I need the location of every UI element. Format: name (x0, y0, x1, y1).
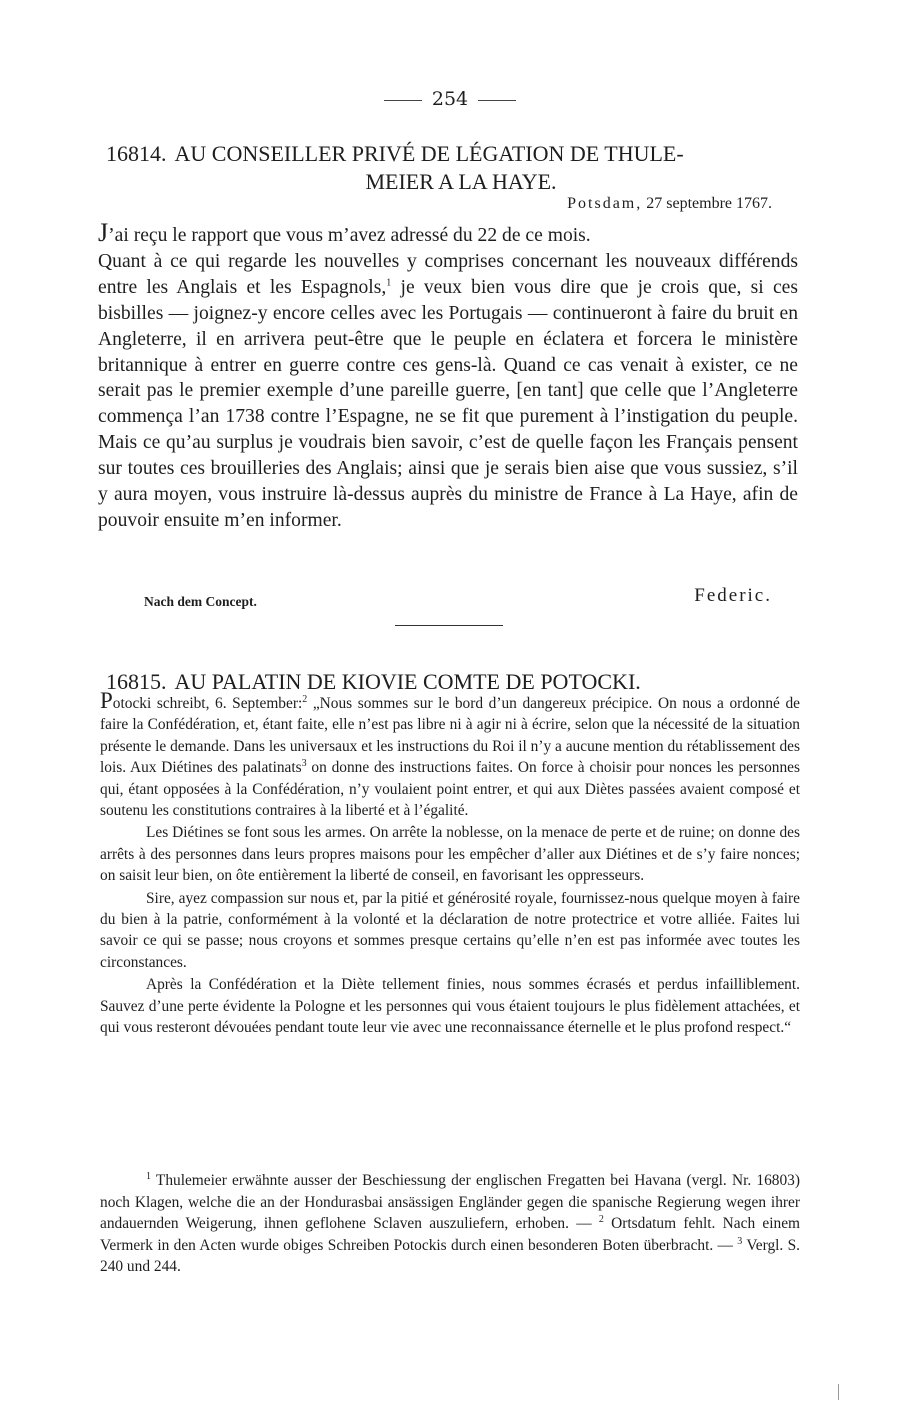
footnote-number: 1 (146, 1170, 151, 1182)
section-separator (395, 625, 503, 626)
footnote-marker: 1 (386, 277, 392, 289)
letter-text-b: je veux bien vous dire que je crois que, si ces bisbilles — joignez-y encore celles avec les Portugais — continueront à faire du bruit en Angleterre, il en arrivera peut-être que le peuple en éclatera et forcera le ministère britannique à entrer en guerre contre ces gens-là. Quand ce cas venait à exister, ce ne serait pas le premier exemple d’une pareille guerre, [en tant] que celle que l’Angleterre commença l’an 1738 contre l’Espagne, ne se fit que purement à l’instigation du peuple. Mais ce qu’au surplus je voudrais bien savoir, c’est de quelle façon les Français pensent sur toutes ces brouilleries des Anglais; ainsi que je serais bien aise que vous sussiez, s’il y aura moyen, vous instruire là-dessus auprès du ministre de France à La Haye, afin de pouvoir ensuite m’en informer. (98, 276, 798, 531)
letter-number: 16814. (106, 141, 167, 166)
letter-title-text: AU PALATIN DE KIOVIE COMTE DE POTOCKI. (174, 669, 641, 694)
paragraph: Les Diétines se font sous les armes. On arrête la noblesse, on la menace de perte et de ruine; on donne des arrêts à des personnes dans leurs propres maisons pour les empêcher d’aller aux Diétines et de s’y faire nonces; on saisit leur bien, on ôte entièrement la liberté de conseil, en favorisant les oppresseurs. (100, 824, 800, 885)
page-header (0, 88, 900, 110)
letter-body (98, 220, 798, 534)
page-number: 254 (431, 88, 469, 110)
paragraph: Après la Confédération et la Diète tellement finies, nous sommes écrasés et perdus infailliblement. Sauvez d’une perte évidente la Pologne et les personnes qui vous étaient toujours le plus fidèlement attachées, et qui vous resteront dévouées pendant toute leur vie avec une reconnaissance éternelle et le plus profond respect.“ (100, 976, 800, 1037)
footnote-number: 2 (598, 1213, 604, 1225)
footnote-text: Ortsdatum fehlt. Nach einem Vermerk in den Acten wurde obiges Schreiben Potockis durch einen besonderen Boten überbracht. — (100, 1215, 800, 1254)
footnotes (100, 1170, 800, 1278)
letter-number: 16815. (106, 669, 167, 694)
paragraph-text-a: „Nous sommes sur le bord d’un dangereux précipice. On nous a ordonné de faire la Confédération, et, étant faite, elle n’est pas libre ni à agir ni à écrire, selon que la nécessité de la situation présente le demande. Dans les universaux et les instructions du Roi il n’y a aucune mention du rétablissement des lois. Aux Diétines des palatinats (100, 695, 800, 777)
footnote-text: Thulemeier erwähnte ausser der Beschiessung der englischen Fregatten bei Havana (vergl. Nr. 16803) noch Klagen, welche die an der Hondurasbai ansässigen Engländer gegen die spanische Regierung wegen ihrer andauernden Weigerung, ihnen geflohene Sclaven auszuliefern, erhoben. — (100, 1172, 800, 1232)
footnote-text: Vergl. S. 240 und 244. (100, 1236, 801, 1275)
date: 27 septembre 1767. (646, 195, 772, 212)
source-note: Nach dem Concept. (144, 594, 257, 609)
header-dash-left (384, 100, 422, 101)
letter-title (106, 140, 796, 196)
header-dash-right (478, 100, 516, 101)
paragraph (100, 690, 800, 821)
paragraph-text-b: on donne des instructions faites. On force à choisir pour nonces les personnes qui, étant opposées à la Confédération, n’y voulaient point entrer, et qui aux Diètes passées avaient composé et soutenu les constitutions contraires à la liberté et à l’égalité. (100, 759, 800, 820)
scan-mark (838, 1384, 839, 1400)
letter-title-line2: MEIER A LA HAYE. (365, 169, 557, 194)
drop-cap: J (98, 218, 109, 247)
paragraph-lead: otocki schreibt, 6. September: (112, 695, 303, 712)
letter-body (100, 690, 800, 1039)
footnote-marker: 3 (301, 758, 307, 770)
letter-title-line1: AU CONSEILLER PRIVÉ DE LÉGATION DE THULE- (174, 141, 684, 166)
place-date (567, 195, 772, 213)
footnote-number: 3 (737, 1235, 743, 1247)
letter-lead: ’ai reçu le rapport que vous m’avez adressé du 22 de ce mois. (108, 225, 591, 246)
paragraph: Sire, ayez compassion sur nous et, par la pitié et générosité royale, fournissez-nous quelque moyen à faire du bien à la patrie, conformément à la volonté et la déclaration de notre protectrice et votre alliée. Faites lui savoir ce qui se passe; nous croyons et sommes presque certains qu’elle n’en est pas informée avec toutes les circonstances. (100, 889, 800, 971)
letter-first-line (98, 220, 798, 249)
letter-text-a: Quant à ce qui regarde les nouvelles y comprises concernant les nouveaux différends entre les Anglais et les Espagnols, (98, 250, 798, 298)
signature: Federic. (694, 585, 772, 606)
footnote-marker: 2 (302, 693, 308, 705)
drop-cap: P (100, 688, 113, 713)
place: Potsdam, (567, 195, 643, 212)
